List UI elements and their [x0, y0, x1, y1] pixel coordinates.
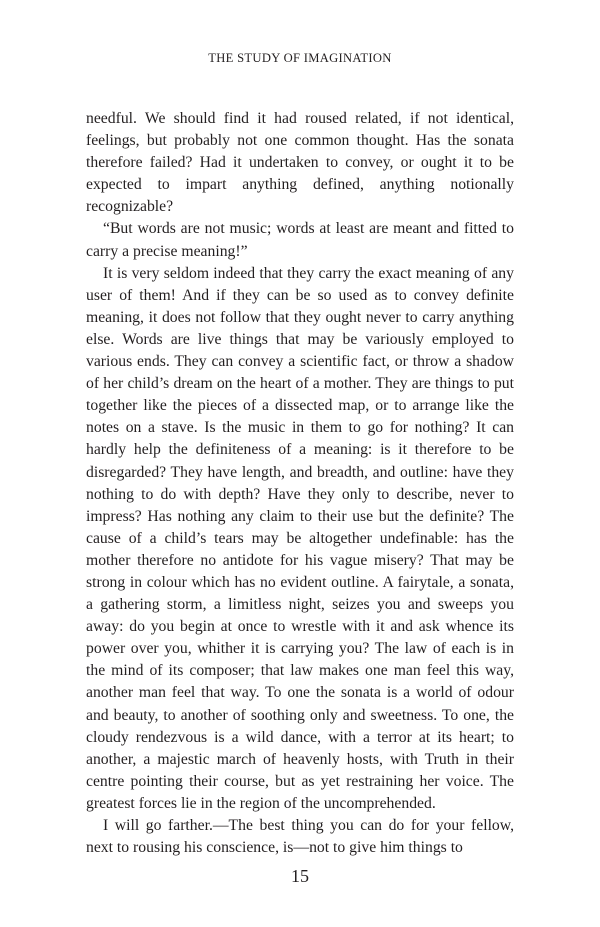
paragraph-last: I will go farther.—The best thing you can do for your fellow, next to rousing his conscience, is—not to give him things to [86, 817, 514, 857]
paragraph-continued: needful. We should find it had roused related, if not identical, feelings, but probably not one common thought. Has the sonata therefore failed? Had it undertaken to convey, or ought it to be expected to impart anything defined, anything notionally recognizable? [86, 110, 514, 216]
paragraph-main: It is very seldom indeed that they carry the exact meaning of any user of them! And if they can be so used as to convey definite meaning, it does not follow that they ought never to carry anything else. Words are live things that may be variously employed to various ends. They can convey a scientific fact, or throw a shadow of her child’s dream on the heart of a mother. They are things to put together like the pieces of a dissected map, or to arrange like the notes on a stave. Is the music in them to go for nothing? It can hardly help the definiteness of a meaning: is it therefore to be disregarded? They have length, and breadth, and outline: have they nothing to do with depth? Have they only to describe, never to impress? Has nothing any claim to their use but the definite? The cause of a child’s tears may be altogether undefinable: has the mother therefore no antidote for his vague misery? That may be strong in colour which has no evident outline. A fairytale, a sonata, a gathering storm, a limitless night, seizes you and sweeps you away: do you begin at once to wrestle with it and ask whence its power over you, whither it is carrying you? The law of each is in the mind of its composer; that law makes one man feel this way, another man feel that way. To one the sonata is a world of odour and beauty, to another of soothing only and sweetness. To one, the cloudy rendezvous is a wild dance, with a terror at its heart; to another, a majestic march of heavenly hosts, with Truth in their centre pointing their course, but as yet restraining her voice. The greatest forces lie in the region of the uncomprehended. [86, 264, 514, 812]
running-head: THE STUDY OF IMAGINATION [208, 51, 392, 65]
paragraph-quote: “But words are not music; words at least are meant and fitted to carry a precise meaning!” [86, 220, 514, 260]
body-text [86, 108, 514, 859]
page-number: 15 [291, 866, 309, 886]
